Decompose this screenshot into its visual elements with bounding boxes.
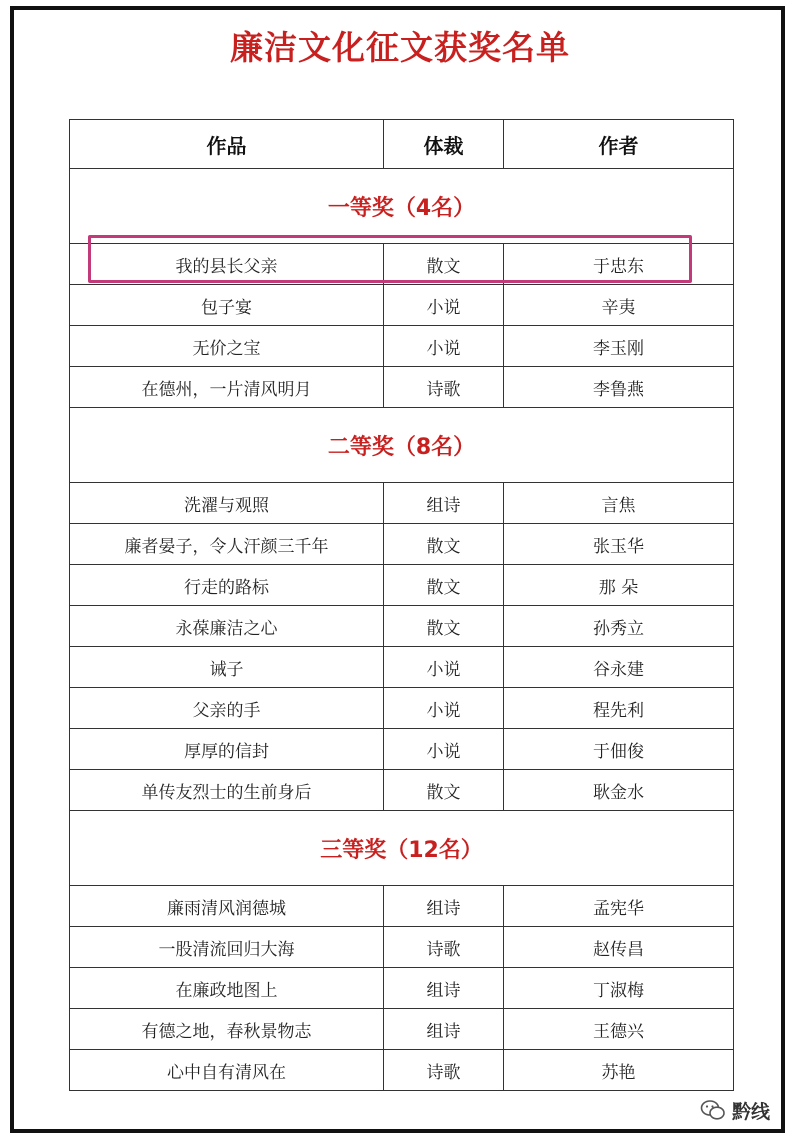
work-title-cell: 单传友烈士的生前身后 [70, 770, 384, 811]
work-title-cell: 诫子 [70, 647, 384, 688]
author-cell: 王德兴 [504, 1009, 734, 1050]
wechat-icon [700, 1099, 726, 1121]
work-title-cell: 我的县长父亲 [70, 244, 384, 285]
table-row [70, 1009, 734, 1050]
work-title-cell: 永葆廉洁之心 [70, 606, 384, 647]
genre-cell: 小说 [384, 729, 504, 770]
section-heading: 二等奖（8名） [70, 408, 734, 483]
watermark-text: 黔线 [732, 1100, 771, 1123]
author-cell: 程先利 [504, 688, 734, 729]
author-cell: 辛夷 [504, 285, 734, 326]
genre-cell: 小说 [384, 285, 504, 326]
awards-table [69, 119, 734, 1091]
work-title-cell: 一股清流回归大海 [70, 927, 384, 968]
table-row [70, 244, 734, 285]
work-title-cell: 包子宴 [70, 285, 384, 326]
table-row [70, 606, 734, 647]
author-cell: 言焦 [504, 483, 734, 524]
work-title-cell: 有德之地，春秋景物志 [70, 1009, 384, 1050]
section-heading: 一等奖（4名） [70, 169, 734, 244]
author-cell: 那 朵 [504, 565, 734, 606]
author-cell: 孟宪华 [504, 886, 734, 927]
watermark [700, 1096, 770, 1124]
work-title-cell: 厚厚的信封 [70, 729, 384, 770]
table-row [70, 524, 734, 565]
genre-cell: 小说 [384, 688, 504, 729]
work-title-cell: 父亲的手 [70, 688, 384, 729]
table-row [70, 285, 734, 326]
genre-cell: 散文 [384, 524, 504, 565]
genre-cell: 小说 [384, 647, 504, 688]
genre-cell: 散文 [384, 244, 504, 285]
work-title-cell: 洗濯与观照 [70, 483, 384, 524]
author-cell: 李鲁燕 [504, 367, 734, 408]
work-title-cell: 廉者晏子，令人汗颜三千年 [70, 524, 384, 565]
work-title-cell: 在廉政地图上 [70, 968, 384, 1009]
table-row [70, 927, 734, 968]
table-row [70, 729, 734, 770]
genre-cell: 组诗 [384, 886, 504, 927]
section-header-row [70, 408, 734, 483]
table-row [70, 483, 734, 524]
table-row [70, 688, 734, 729]
section-header-row [70, 169, 734, 244]
work-title-cell: 行走的路标 [70, 565, 384, 606]
table-row [70, 326, 734, 367]
table-row [70, 367, 734, 408]
table-row [70, 647, 734, 688]
genre-cell: 诗歌 [384, 367, 504, 408]
table-row [70, 968, 734, 1009]
genre-cell: 散文 [384, 565, 504, 606]
author-cell: 丁淑梅 [504, 968, 734, 1009]
author-cell: 于忠东 [504, 244, 734, 285]
table-row [70, 770, 734, 811]
table-row [70, 565, 734, 606]
genre-cell: 小说 [384, 326, 504, 367]
author-cell: 李玉刚 [504, 326, 734, 367]
work-title-cell: 心中自有清风在 [70, 1050, 384, 1091]
author-cell: 张玉华 [504, 524, 734, 565]
header-row [70, 120, 734, 169]
author-cell: 于佃俊 [504, 729, 734, 770]
genre-cell: 散文 [384, 606, 504, 647]
genre-cell: 组诗 [384, 483, 504, 524]
genre-cell: 诗歌 [384, 927, 504, 968]
author-cell: 赵传昌 [504, 927, 734, 968]
page-title: 廉洁文化征文获奖名单 [230, 28, 570, 67]
column-header-work: 作品 [70, 120, 384, 169]
work-title-cell: 在德州，一片清风明月 [70, 367, 384, 408]
genre-cell: 组诗 [384, 1009, 504, 1050]
genre-cell: 散文 [384, 770, 504, 811]
genre-cell: 诗歌 [384, 1050, 504, 1091]
column-header-genre: 体裁 [384, 120, 504, 169]
section-header-row [70, 811, 734, 886]
work-title-cell: 无价之宝 [70, 326, 384, 367]
genre-cell: 组诗 [384, 968, 504, 1009]
work-title-cell: 廉雨清风润德城 [70, 886, 384, 927]
section-heading: 三等奖（12名） [70, 811, 734, 886]
table-row [70, 1050, 734, 1091]
author-cell: 谷永建 [504, 647, 734, 688]
table-row [70, 886, 734, 927]
author-cell: 耿金水 [504, 770, 734, 811]
author-cell: 苏艳 [504, 1050, 734, 1091]
table-body [70, 169, 734, 1091]
author-cell: 孙秀立 [504, 606, 734, 647]
column-header-author: 作者 [504, 120, 734, 169]
